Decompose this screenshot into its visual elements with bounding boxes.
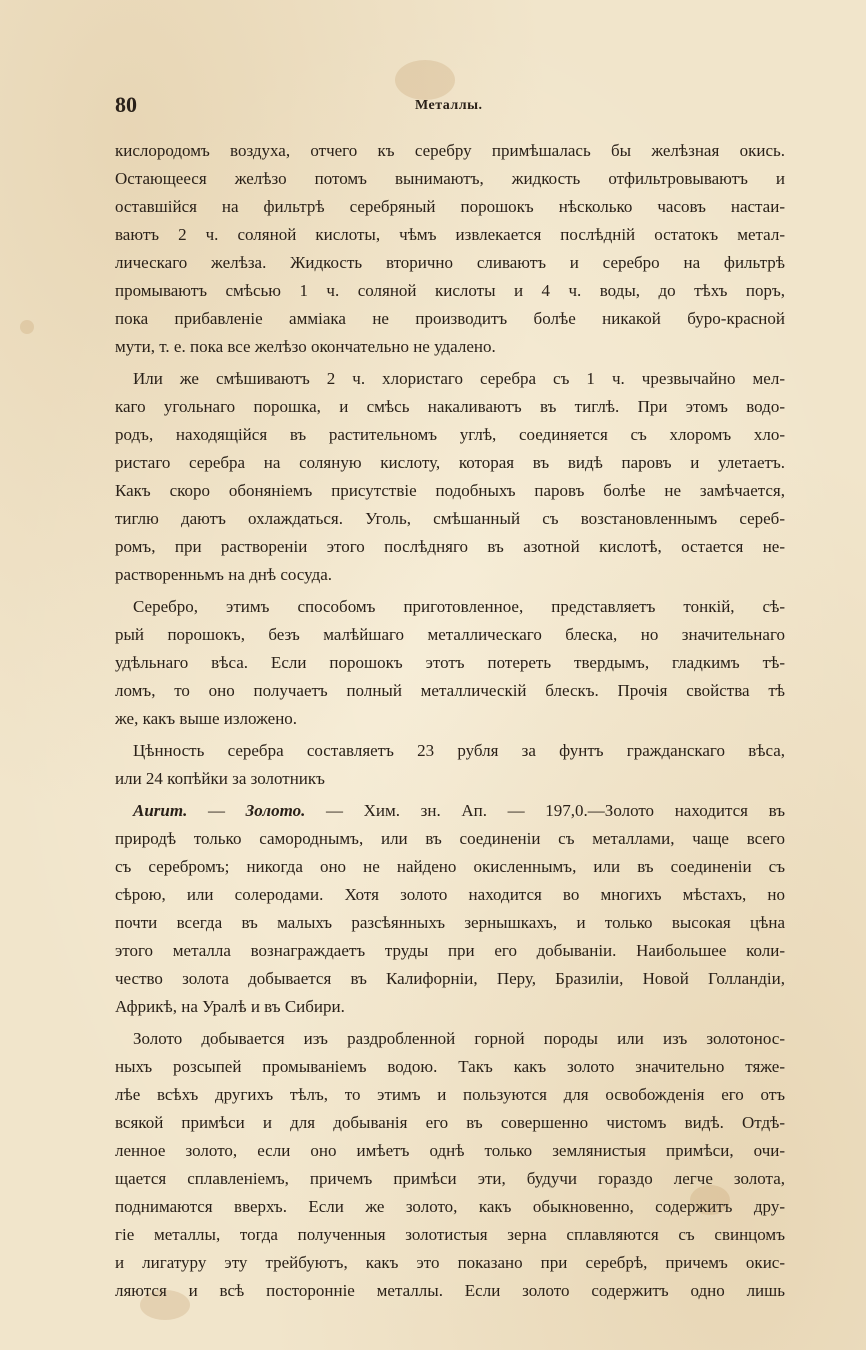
text-line: Цѣнность серебра составляетъ 23 рубля за фунтъ гражданскаго вѣса, (133, 741, 785, 760)
text-line: поднимаются вверхъ. Если же золото, какъ обыкновенно, содержитъ дру- (115, 1197, 785, 1216)
text-line: лѣе всѣхъ другихъ тѣлъ, то этимъ и пользуются для освобожденія его отъ (115, 1085, 785, 1104)
body-text (115, 137, 785, 1305)
text-line: Остающееся желѣзо потомъ вынимаютъ, жидкость отфильтровываютъ и (115, 169, 785, 188)
stain (20, 320, 34, 334)
page-number: 80 (115, 92, 137, 117)
page-header (115, 92, 785, 122)
gold-heading-russian: Золото. (245, 801, 306, 820)
gold-heading-latin: Aurum. (133, 801, 188, 820)
text-line: ломъ, то оно получаетъ полный металлическій блескъ. Прочія свойства тѣ (115, 681, 785, 700)
text-line: родъ, находящійся въ растительномъ углѣ, соединяется съ хлоромъ хло- (115, 425, 785, 444)
text-line: каго угольнаго порошка, и смѣсь накаливаютъ въ тиглѣ. При этомъ водо- (115, 397, 785, 416)
text-line: лическаго желѣза. Жидкость вторично сливаютъ и серебро на фильтрѣ (115, 253, 785, 272)
text-line: ваютъ 2 ч. соляной кислоты, чѣмъ извлекается послѣдній остатокъ метал- (115, 225, 785, 244)
text-line: оставшійся на фильтрѣ серебряный порошокъ нѣсколько часовъ настаи- (115, 197, 785, 216)
gold-heading-line: Aurum. — Золото. — Хим. зн. Ап. — 197,0.—Золото находится въ (133, 801, 785, 820)
text-line: мути, т. е. пока все желѣзо окончательно не удалено. (115, 337, 496, 356)
text-line: удѣльнаго вѣса. Если порошокъ этотъ потереть твердымъ, гладкимъ тѣ- (115, 653, 785, 672)
text-line: пока прибавленіе амміака не производитъ болѣе никакой буро-красной (115, 309, 785, 328)
text-line: щается сплавленіемъ, причемъ примѣси эти, будучи гораздо легче золота, (115, 1169, 785, 1188)
text-line: съ серебромъ; никогда оно не найдено окисленнымъ, или въ соединеніи съ (115, 857, 785, 876)
text-line: и лигатуру эту трейбуютъ, какъ это показано при серебрѣ, причемъ окис- (115, 1253, 785, 1272)
text-line: ныхъ розсыпей промываніемъ водою. Такъ какъ золото значительно тяже- (115, 1057, 785, 1076)
text-line: или 24 копѣйки за золотникъ (115, 769, 325, 788)
text-line: ленное золото, если оно имѣетъ однѣ только землянистыя примѣси, очи- (115, 1141, 785, 1160)
text-line: природѣ только самороднымъ, или въ соединеніи съ металлами, чаще всего (115, 829, 785, 848)
text-line: этого металла вознаграждаетъ труды при его добываніи. Наибольшее коли- (115, 941, 785, 960)
text-line: почти всегда въ малыхъ разсѣянныхъ зернышкахъ, и только высокая цѣна (115, 913, 785, 932)
text-line: — Хим. зн. Ап. — 197,0.—Золото находится въ (326, 801, 785, 820)
text-line: Африкѣ, на Уралѣ и въ Сибири. (115, 997, 345, 1016)
text-line: чество золота добывается въ Калифорніи, Перу, Бразиліи, Новой Голландіи, (115, 969, 785, 988)
text-line: же, какъ выше изложено. (115, 709, 298, 728)
text-line: Серебро, этимъ способомъ приготовленное, представляетъ тонкій, сѣ- (133, 597, 785, 616)
running-title: Металлы. (415, 98, 483, 113)
text-line: тиглю даютъ охлаждаться. Уголь, смѣшанный съ возстановленнымъ сереб- (115, 509, 785, 528)
text-line: ляются и всѣ посторонніе металлы. Если золото содержитъ одно лишь (115, 1281, 785, 1300)
text-line: всякой примѣси и для добыванія его въ совершенно чистомъ видѣ. Отдѣ- (115, 1113, 785, 1132)
text-line: кислородомъ воздуха, отчего къ серебру примѣшалась бы желѣзная окись. (115, 141, 785, 160)
text-line: гіе металлы, тогда полученныя золотистыя зерна сплавляются съ свинцомъ (115, 1225, 785, 1244)
text-line: рый порошокъ, безъ малѣйшаго металлическаго блеска, но значительнаго (115, 625, 785, 644)
text-line: промываютъ смѣсью 1 ч. соляной кислоты и 4 ч. воды, до тѣхъ поръ, (115, 281, 785, 300)
text-line: сѣрою, или солеродами. Хотя золото находится во многихъ мѣстахъ, но (115, 885, 785, 904)
text-line: Золото добывается изъ раздробленной горной породы или изъ золотонос- (133, 1029, 785, 1048)
text-line: Какъ скоро обоняніемъ присутствіе подобныхъ паровъ болѣе не замѣчается, (115, 481, 785, 500)
text-line: Или же смѣшиваютъ 2 ч. хлористаго серебра съ 1 ч. чрезвычайно мел- (133, 369, 785, 388)
text-line: ристаго серебра на соляную кислоту, которая въ видѣ паровъ и улетаетъ. (115, 453, 785, 472)
text-line: ромъ, при раствореніи этого послѣдняго въ азотной кислотѣ, остается не- (115, 537, 785, 556)
text-line: растворенньмъ на днѣ сосуда. (115, 565, 333, 584)
